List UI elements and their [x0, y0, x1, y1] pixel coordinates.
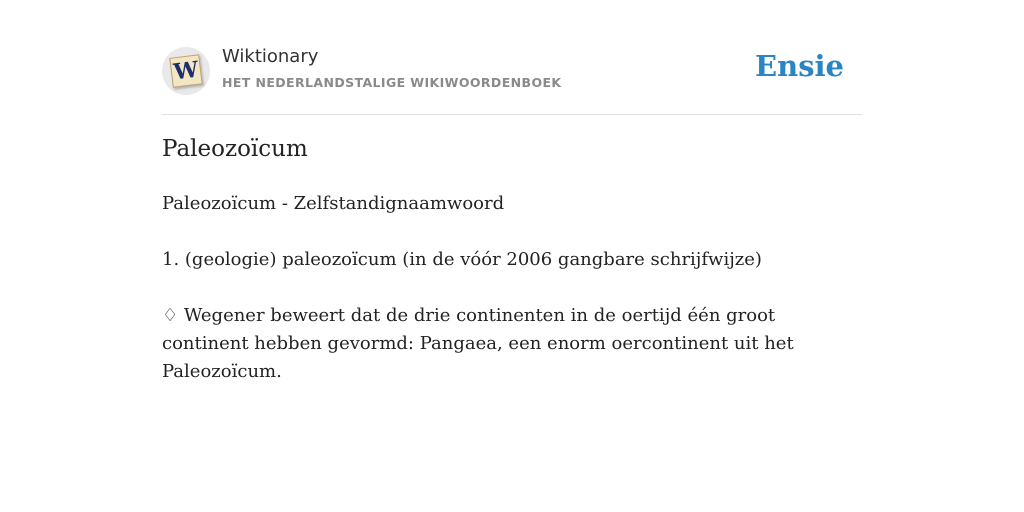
example-sentence: ♢ Wegener beweert dat de drie continenten in de oertijd één groot continent hebben gevormd: Pangaea, een enorm oercontinent uit het Paleozoïcum.: [162, 305, 794, 382]
logo-tile: W: [169, 54, 202, 87]
page-container: [162, 0, 862, 382]
definition-text: 1. (geologie) paleozoïcum (in de vóór 2006 gangbare schrijfwijze): [162, 249, 762, 270]
word-type-line: Paleozoïcum - Zelfstandignaamwoord: [162, 193, 505, 214]
site-title[interactable]: Wiktionary: [222, 46, 319, 67]
page-title: Paleozoïcum: [162, 136, 308, 162]
ensie-logo-link[interactable]: Ensie: [755, 49, 844, 83]
site-header: [162, 0, 862, 115]
site-subtitle: HET NEDERLANDSTALIGE WIKIWOORDENBOEK: [222, 75, 562, 90]
wiktionary-logo-icon[interactable]: [162, 47, 210, 95]
